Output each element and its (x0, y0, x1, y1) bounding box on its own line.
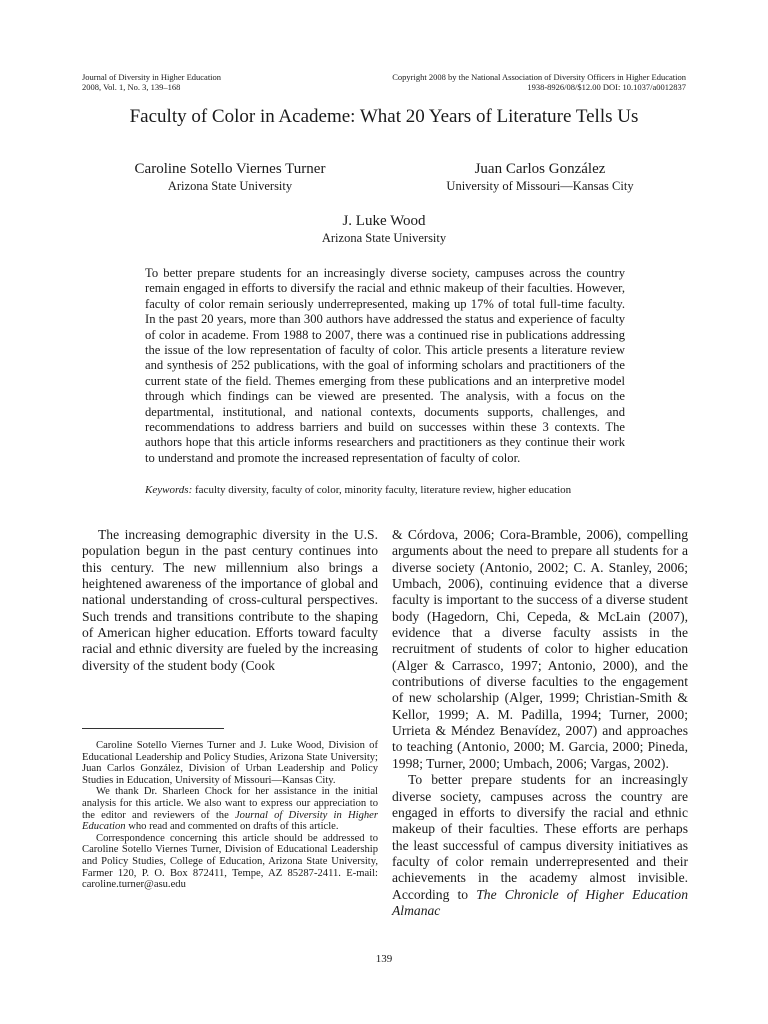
footnote-divider (82, 728, 224, 729)
article-title: Faculty of Color in Academe: What 20 Years of Literature Tells Us (129, 106, 639, 127)
body-paragraph: The increasing demographic diversity in the U.S. population begun in the past century continues into this century. The new millennium also brings a heightened awareness of the importance of global and national understanding of cross-cultural perspectives. Such trends and transitions contribute to the shaping of American higher education. Efforts toward faculty racial and ethnic diversity are fueled by the increasing diversity of the student body (Cook (82, 527, 378, 673)
journal-name: Journal of Diversity in Higher Education (82, 72, 222, 82)
author-name: Juan Carlos González (474, 161, 606, 177)
footnote-journal-name: Journal of Diversity in Higher Education (82, 809, 378, 833)
body-paragraph (392, 772, 688, 919)
footnotes (82, 740, 378, 891)
author-block (100, 160, 360, 194)
author-name: Caroline Sotello Viernes Turner (134, 161, 326, 177)
body-column-right (392, 527, 688, 919)
keywords-list: faculty diversity, faculty of color, minority faculty, literature review, higher education (195, 484, 572, 496)
footnote-ack-text-end: who read and commented on drafts of this article. (128, 821, 339, 833)
abstract: To better prepare students for an increasingly diverse society, campuses across the country remain engaged in efforts to diversify the racial and ethnic makeup of their faculties. However, faculty of color remain seriously underrepresented, making up 17% of total full-time faculty. In the past 20 years, more than 300 authors have addressed the status and experience of faculty of color in academe. From 1988 to 2007, there was a continued rise in publications addressing the issue of the low representation of faculty of color. This article presents a literature review and synthesis of 252 publications, with the goal of informing scholars and practitioners of the current state of the field. Themes emerging from these publications and an interpretive model through which findings can be viewed are presented. The analysis, with a focus on the departmental, institutional, and national contexts, documents supports, challenges, and recommendations to address barriers and build on successes within these 3 contexts. The authors hope that this article informs researchers and practitioners as they continue their work to understand and promote the increased representation of faculty of color. (145, 266, 625, 465)
body-column-left (82, 527, 378, 674)
footnote-affiliations: Caroline Sotello Viernes Turner and J. Luke Wood, Division of Educational Leadership and Policy Studies, Arizona State University; Juan Carlos González, Division of Urban Leadership and Policy Studies in Education, University of Missouri—Kansas City. (82, 740, 378, 786)
page-number: 139 (375, 953, 393, 965)
author-affiliation: Arizona State University (167, 179, 293, 193)
doi-text: 1938-8926/08/$12.00 DOI: 10.1037/a0012837 (527, 82, 686, 92)
author-affiliation: University of Missouri—Kansas City (446, 179, 634, 193)
author-block (400, 160, 680, 194)
body-paragraph: & Córdova, 2006; Cora-Bramble, 2006), compelling arguments about the need to prepare all students for a diverse society (Antonio, 2002; C. A. Stanley, 2006; Umbach, 2006), continuing evidence that a diverse faculty is important to the success of a diverse student body (Hagedorn, Chi, Cepeda, & McLain (2007), evidence that a diverse faculty assists in the recruitment of students of color to higher education (Alger & Carrasco, 1997; Antonio, 2000), and the contributions of diverse faculties to the engagement of new scholarship (Alger, 1999; Christian-Smith & Kellor, 1999; A. M. Padilla, 1994; Turner, 2000; Urrieta & Méndez Benavídez, 2007) and approaches to teaching (Antonio, 2000; M. Garcia, 2000; Pineda, 1998; Turner, 2000; Umbach, 2006; Vargas, 2002). (392, 527, 688, 771)
copyright-text: Copyright 2008 by the National Association of Diversity Officers in Higher Education (392, 72, 686, 82)
body-paragraph-text: To better prepare students for an increasingly diverse society, campuses across the country are engaged in efforts to diversify the racial and ethnic makeup of their faculties. These efforts are perhaps the least successful of campus diversity initiatives as faculty of color remain underrepresented and their achievements in the academy almost invisible. According to (392, 772, 688, 902)
author-block (234, 212, 534, 246)
footnote-correspondence: Correspondence concerning this article should be addressed to Caroline Sotello Viernes Turner, Division of Educational Leadership and Policy Studies, College of Education, Arizona State University, Farmer 120, P. O. Box 872411, Tempe, AZ 85287-2411. E-mail: caroline.turner@asu.edu (82, 832, 378, 891)
footnote-acknowledgments (82, 786, 378, 832)
author-name: J. Luke Wood (342, 213, 426, 229)
footnote-ack-text: We thank Dr. Sharleen Chock for her assistance in the initial analysis for this article. We also want to express our appreciation to the editor and reviewers of the (82, 786, 378, 821)
journal-citation (82, 72, 221, 92)
author-affiliation: Arizona State University (321, 231, 447, 245)
keywords-label: Keywords: (145, 484, 193, 496)
almanac-title: The Chronicle of Higher Education Almanac (392, 886, 688, 918)
copyright-notice (392, 72, 686, 92)
keywords (145, 483, 635, 497)
journal-volume: 2008, Vol. 1, No. 3, 139–168 (82, 82, 181, 92)
